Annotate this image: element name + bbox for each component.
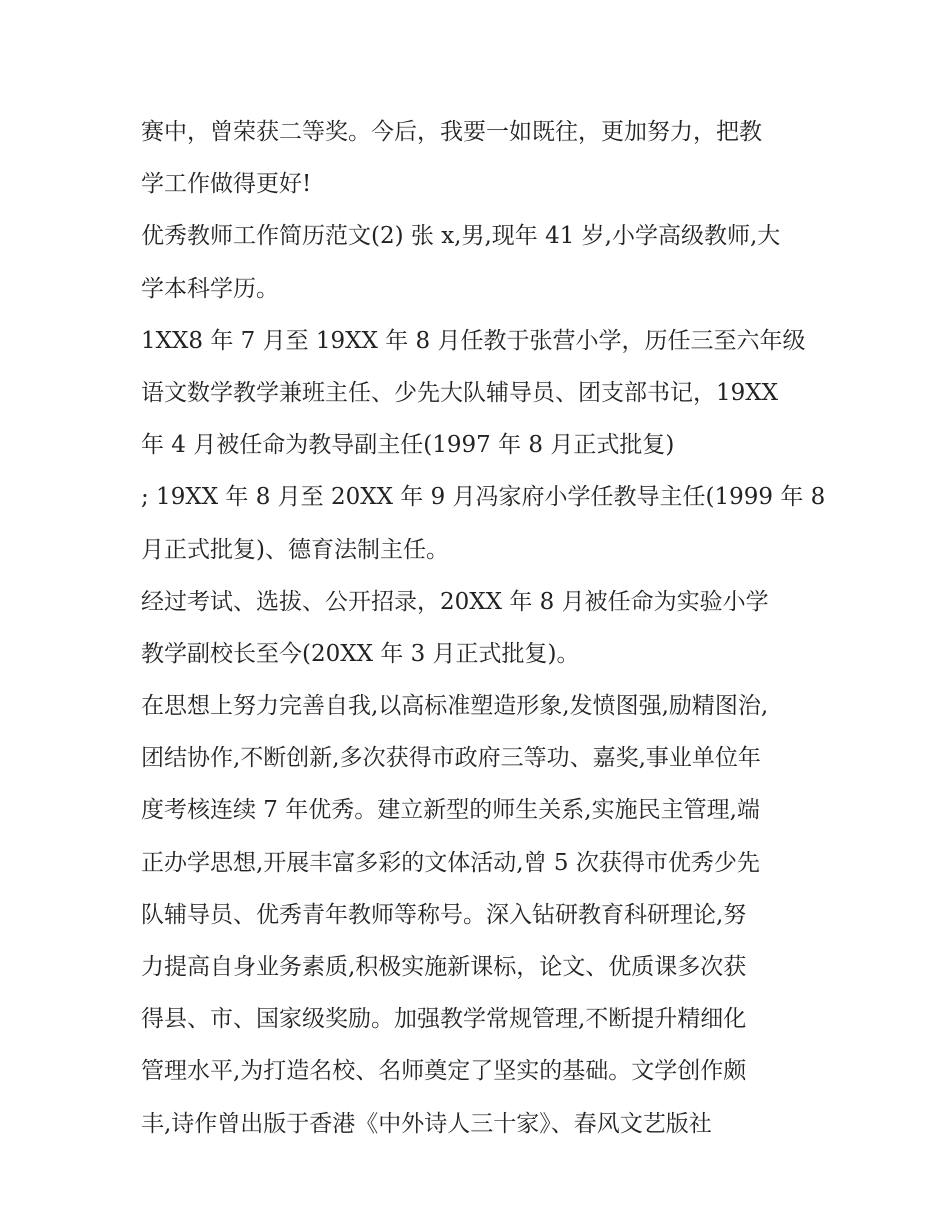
text-line: 正办学思想,开展丰富多彩的文体活动,曾 5 次获得市优秀少先 <box>141 849 760 876</box>
text-line: 学工作做得更好! <box>141 171 312 198</box>
text-line: 1XX8 年 7 月至 19XX 年 8 月任教于张营小学，历任三至六年级 <box>141 327 806 354</box>
text-line: 度考核连续 7 年优秀。建立新型的师生关系,实施民主管理,端 <box>141 797 760 824</box>
text-line: 语文数学教学兼班主任、少先大队辅导员、团支部书记，19XX <box>141 379 779 406</box>
text-line: 在思想上努力完善自我,以高标准塑造形象,发愤图强,励精图治, <box>141 693 769 720</box>
text-line: 得县、市、国家级奖励。加强教学常规管理,不断提升精细化 <box>141 1006 747 1033</box>
text-line: 力提高自身业务素质,积极实施新课标，论文、优质课多次获 <box>141 954 747 980</box>
text-line: 队辅导员、优秀青年教师等称号。深入钻研教育科研理论,努 <box>141 901 747 928</box>
text-line: 经过考试、选拔、公开招录，20XX 年 8 月被任命为实验小学 <box>141 588 769 615</box>
text-line: 优秀教师工作简历范文(2) 张 x,男,现年 41 岁,小学高级教师,大 <box>141 223 781 250</box>
text-line: 月正式批复)、德育法制主任。 <box>141 536 449 563</box>
text-line: 教学副校长至今(20XX 年 3 月正式批复)。 <box>141 640 580 667</box>
text-line: 学本科学历。 <box>141 275 279 302</box>
text-line: 丰,诗作曾出版于香港《中外诗人三十家》、春风文艺版社 <box>141 1110 712 1137</box>
text-line: 赛中，曾荣获二等奖。今后，我要一如既往，更加努力，把教 <box>141 119 762 145</box>
text-line: 年 4 月被任命为教导副主任(1997 年 8 月正式批复) <box>141 432 675 459</box>
text-line: ; 19XX 年 8 月至 20XX 年 9 月冯家府小学任教导主任(1999 年 8 <box>141 484 826 511</box>
text-line: 管理水平,为打造名校、名师奠定了坚实的基础。文学创作颇 <box>141 1058 747 1085</box>
document-body-text <box>141 106 826 1150</box>
text-line: 团结协作,不断创新,多次获得市政府三等功、嘉奖,事业单位年 <box>141 745 761 772</box>
